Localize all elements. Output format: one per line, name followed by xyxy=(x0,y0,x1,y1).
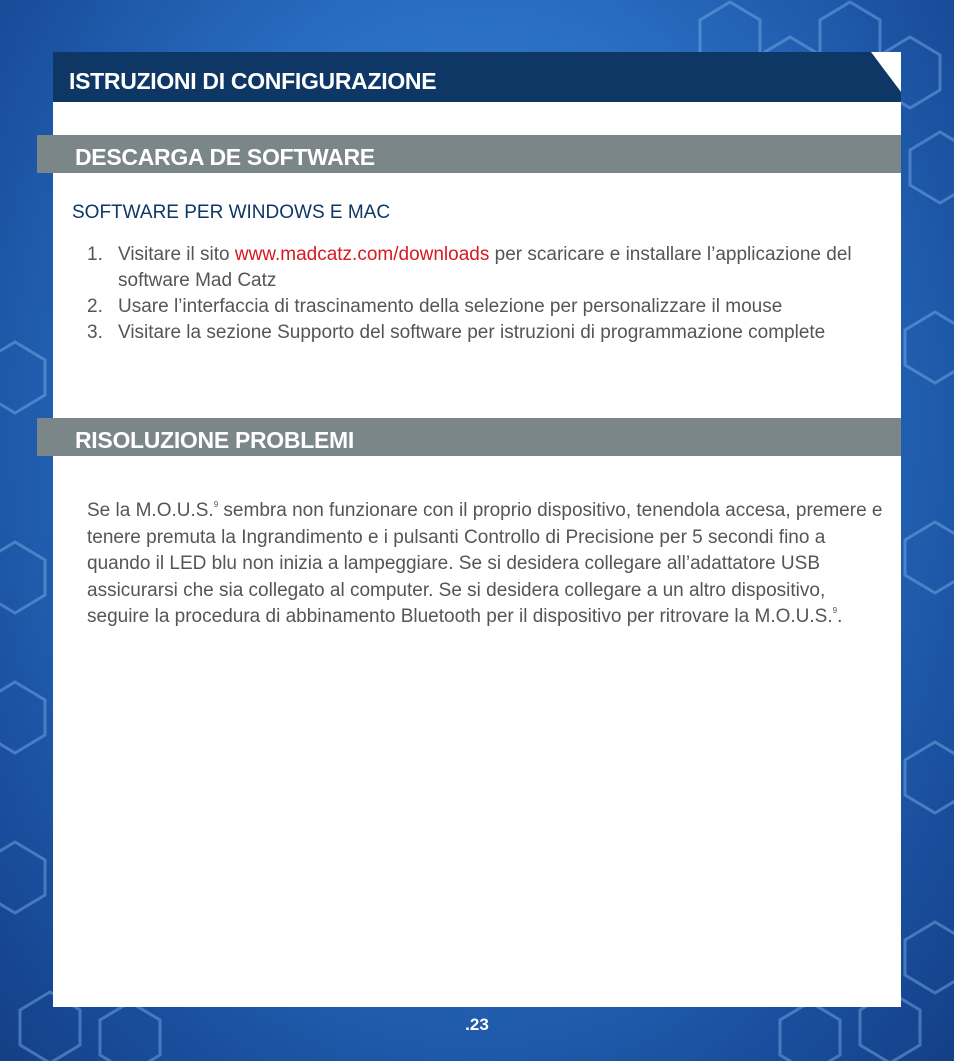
step-item xyxy=(87,320,887,346)
paragraph-text: Se la M.O.U.S. xyxy=(87,500,214,521)
step-text: Visitare la sezione Supporto del software per istruzioni di programmazione complete xyxy=(118,322,826,343)
section-bar-troubleshooting xyxy=(37,418,901,456)
step-number: 2. xyxy=(87,296,103,317)
superscript-9: 9 xyxy=(832,606,838,615)
page-number: .23 xyxy=(465,1015,489,1034)
header-banner xyxy=(53,52,901,102)
step-number: 1. xyxy=(87,244,103,265)
step-text: per scaricare e installare l’applicazione del software Mad Catz xyxy=(118,244,852,291)
downloads-link[interactable]: www.madcatz.com/downloads xyxy=(234,244,490,265)
section-bar-download xyxy=(37,135,901,173)
step-item xyxy=(87,294,887,320)
step-text: Visitare il sito xyxy=(118,244,235,265)
paragraph-text: . xyxy=(837,606,843,627)
troubleshooting-paragraph xyxy=(87,498,887,631)
page-title: ISTRUZIONI DI CONFIGURAZIONE xyxy=(69,68,437,94)
step-text: Usare l’interfaccia di trascinamento della selezione per personalizzare il mouse xyxy=(118,296,783,317)
step-item xyxy=(87,242,887,294)
section-title-troubleshooting: RISOLUZIONE PROBLEMI xyxy=(75,427,354,453)
superscript-9: 9 xyxy=(213,500,219,509)
subheading-windows-mac: SOFTWARE PER WINDOWS E MAC xyxy=(72,202,391,223)
steps-list xyxy=(87,242,887,346)
section-title-download: DESCARGA DE SOFTWARE xyxy=(75,144,375,170)
step-number: 3. xyxy=(87,322,103,343)
paragraph-text: sembra non funzionare con il proprio dispositivo, tenendola accesa, premere e tenere premuta la Ingrandimento e i pulsanti Controllo di Precisione per 5 secondi fino a quando il LED blu non inizia a lampeggiare. Se si desidera collegare all’adattatore USB assicurarsi che sia collegato al computer. Se si desidera collegare a un altro dispositivo, seguire la procedura di abbinamento Bluetooth per il dispositivo per ritrovare la M.O.U.S. xyxy=(87,500,883,627)
